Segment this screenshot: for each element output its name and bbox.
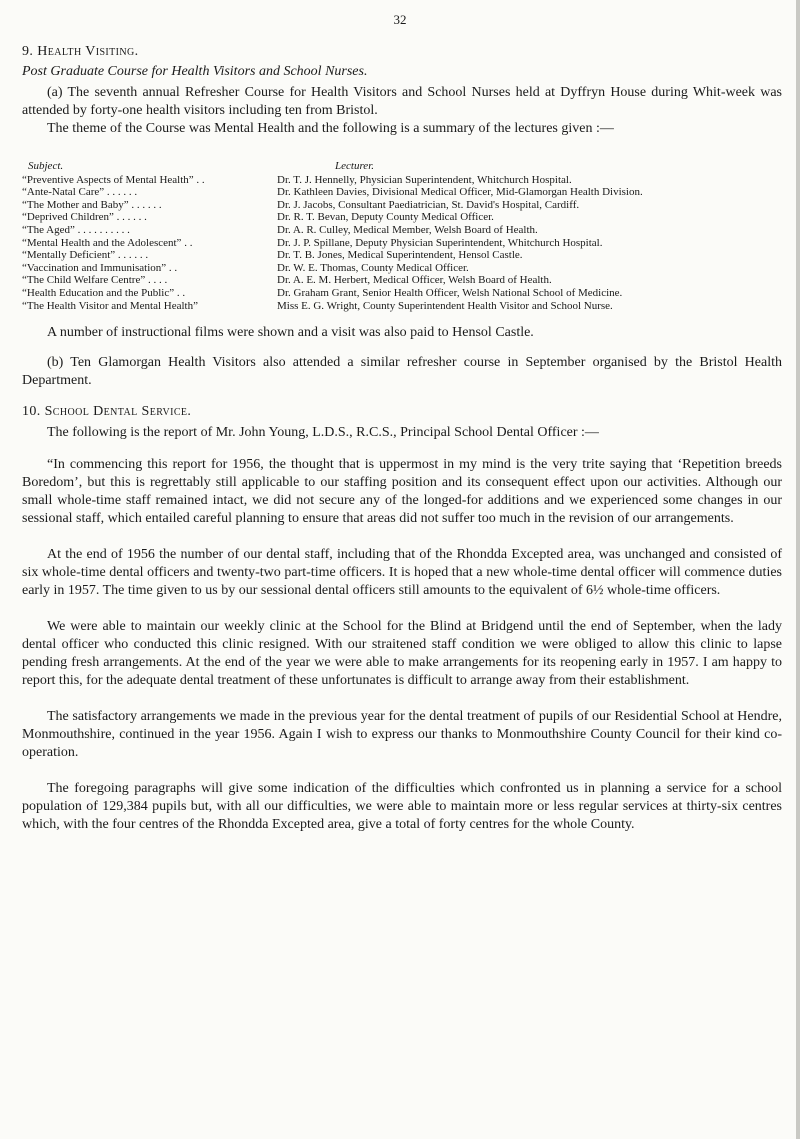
page-number: 32 — [393, 12, 407, 27]
lecture-row — [22, 174, 782, 187]
lecture-row — [22, 300, 782, 313]
lecture-subject: “Mentally Deficient” . . . . . . — [22, 249, 149, 262]
report-paragraph: At the end of 1956 the number of our dental staff, including that of the Rhondda Excepted area, was unchanged and consisted of six whole-time dental officers and twenty-two part-time officers. It is hoped that a new whole-time dental officer will commence duties early in 1957. The time given to us by our sessional dental officers still amounts to the equivalent of 6½ whole-time officers. — [22, 547, 782, 599]
lecture-subject: “Preventive Aspects of Mental Health” . . — [22, 173, 205, 186]
lecture-lecturer: Dr. J. Jacobs, Consultant Paediatrician, St. David's Hospital, Cardiff. — [277, 198, 580, 211]
section-9-theme-paragraph: The theme of the Course was Mental Health and the following is a summary of the lectures given :— — [47, 121, 614, 136]
lectures-header-lecturer: Lecturer. — [335, 160, 375, 172]
section-9-heading: 9. Health Visiting. — [22, 44, 139, 59]
lecture-lecturer: Dr. W. E. Thomas, County Medical Officer. — [277, 261, 469, 274]
lecture-row — [22, 211, 782, 224]
section-10-heading: 10. School Dental Service. — [22, 404, 192, 420]
lecture-subject: “Health Education and the Public” . . — [22, 286, 186, 299]
report-paragraph: We were able to maintain our weekly clinic at the School for the Blind at Bridgend until the end of September, when the lady dental officer who conducted this clinic resigned. With our straitened staff condition we were obliged to allow this clinic to lapse pending fresh arrangements. At the end of the year we were able to make arrangements for its reopening early in 1957. I am happy to report this, for the adequate dental treatment of these unfortunates is difficult to arrange away from their establishment. — [22, 619, 782, 689]
section-9-subheading: Post Graduate Course for Health Visitors and School Nurses. — [22, 64, 368, 79]
lecture-subject: “Mental Health and the Adolescent” . . — [22, 236, 193, 249]
lecture-lecturer: Miss E. G. Wright, County Superintendent Health Visitor and School Nurse. — [277, 299, 613, 312]
section-9-paragraph-b: (b) Ten Glamorgan Health Visitors also attended a similar refresher course in September organised by the Bristol Health Department. — [22, 355, 782, 389]
lecture-row — [22, 186, 782, 199]
lectures-header-subject: Subject. — [28, 160, 64, 172]
lecture-subject: “The Health Visitor and Mental Health” — [22, 299, 198, 312]
lecture-row — [22, 224, 782, 237]
lecture-row — [22, 237, 782, 250]
lecture-subject: “Deprived Children” . . . . . . — [22, 211, 147, 224]
section-9-paragraph-a: (a) The seventh annual Refresher Course for Health Visitors and School Nurses held at Dyffryn House during Whit-week was attended by forty-one health visitors including ten from Bristol. — [22, 85, 782, 118]
lecture-lecturer: Dr. Kathleen Davies, Divisional Medical Officer, Mid-Glamorgan Health Division. — [277, 186, 643, 199]
lectures-table — [22, 160, 782, 312]
lecture-lecturer: Dr. Graham Grant, Senior Health Officer, Welsh National School of Medicine. — [277, 286, 623, 299]
lecture-subject: “Ante-Natal Care” . . . . . . — [22, 186, 138, 199]
lecture-row — [22, 287, 782, 300]
report-paragraph: The satisfactory arrangements we made in the previous year for the dental treatment of pupils of our Residential School at Hendre, Monmouthshire, continued in the year 1956. Again I wish to express our thanks to Monmouthshire County Council for their kind co-operation. — [22, 709, 782, 761]
page-edge — [796, 0, 800, 1139]
lecture-subject: “The Child Welfare Centre” . . . . — [22, 274, 168, 287]
section-10-intro: The following is the report of Mr. John Young, L.D.S., R.C.S., Principal School Dental Officer :— — [47, 425, 599, 441]
lecture-row — [22, 199, 782, 212]
lecture-subject: “Vaccination and Immunisation” . . — [22, 261, 178, 274]
lecture-lecturer: Dr. T. B. Jones, Medical Superintendent, Hensol Castle. — [277, 249, 523, 262]
lecture-row — [22, 274, 782, 287]
lecture-lecturer: Dr. A. E. M. Herbert, Medical Officer, Welsh Board of Health. — [277, 274, 552, 287]
lectures-header — [22, 160, 782, 173]
report-paragraph: The foregoing paragraphs will give some indication of the difficulties which confronted us in planning a service for a school population of 129,384 pupils but, with all our difficulties, we were able to maintain more or less regular services at thirty-six centres which, with the four centres of the Rhondda Excepted area, give a total of forty centres for the whole County. — [22, 781, 782, 833]
page-content — [22, 44, 782, 834]
lecture-row — [22, 249, 782, 262]
lecture-row — [22, 262, 782, 275]
lecture-lecturer: Dr. A. R. Culley, Medical Member, Welsh Board of Health. — [277, 223, 538, 236]
lecture-lecturer: Dr. J. P. Spillane, Deputy Physician Superintendent, Whitchurch Hospital. — [277, 236, 603, 249]
lecture-subject: “The Mother and Baby” . . . . . . — [22, 198, 162, 211]
lecture-lecturer: Dr. T. J. Hennelly, Physician Superintendent, Whitchurch Hospital. — [277, 173, 572, 186]
lecture-lecturer: Dr. R. T. Bevan, Deputy County Medical Officer. — [277, 211, 494, 224]
section-9-films-paragraph: A number of instructional films were shown and a visit was also paid to Hensol Castle. — [47, 325, 534, 341]
lecture-subject: “The Aged” . . . . . . . . . . — [22, 223, 130, 236]
report-paragraph: “In commencing this report for 1956, the thought that is uppermost in my mind is the very trite saying that ‘Repetition breeds Boredom’, but this is regrettably still applicable to our staffing position and its consequent effect upon our activities. Although our small whole-time staff remained intact, we did not secure any of the longed-for additions and we experienced some changes in our sessional staff, which entailed careful planning to ensure that areas did not suffer too much in the revision of our arrangements. — [22, 457, 782, 527]
